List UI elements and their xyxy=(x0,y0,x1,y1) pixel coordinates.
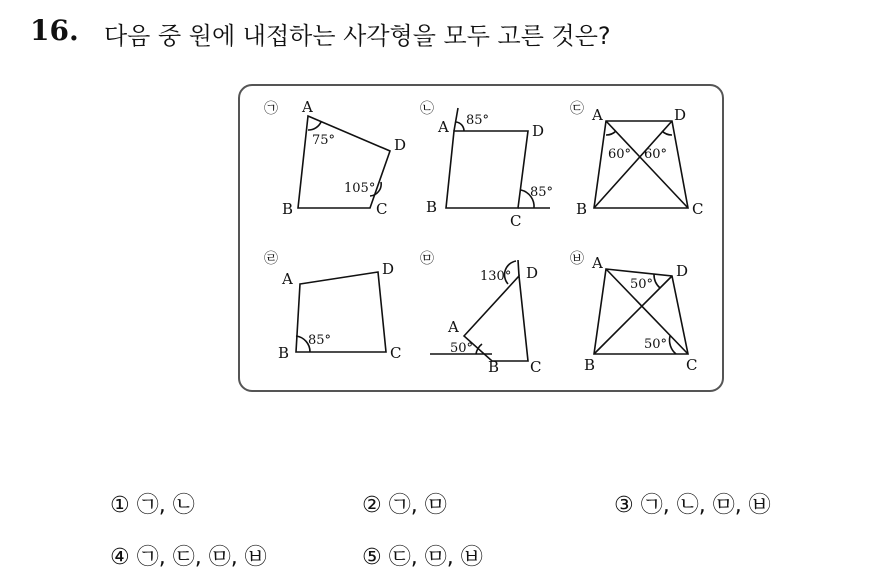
f5-angle-B: 50° xyxy=(450,341,474,356)
f1-label-C: C xyxy=(376,200,388,218)
f3-angle-2: 60° xyxy=(644,147,668,162)
figure-box xyxy=(238,84,724,392)
f4-label-B: B xyxy=(278,344,290,362)
f5-marker: ㉤ xyxy=(420,251,434,267)
f4-label-A: A xyxy=(282,270,293,288)
option-4[interactable]: ④ ㉠, ㉢, ㉤, ㉥ xyxy=(110,545,267,570)
option-5[interactable]: ⑤ ㉢, ㉤, ㉥ xyxy=(362,545,483,570)
f2-label-B: B xyxy=(426,198,438,216)
f3-label-A: A xyxy=(592,106,603,124)
f4-angle-B: 85° xyxy=(308,333,332,348)
f6-angle-1: 50° xyxy=(630,277,654,292)
option-1[interactable]: ① ㉠, ㉡ xyxy=(110,493,195,518)
option-2[interactable]: ② ㉠, ㉤ xyxy=(362,493,447,518)
f1-label-D: D xyxy=(394,136,407,154)
quad-5 xyxy=(464,276,528,361)
f6-label-B: B xyxy=(584,356,596,374)
question-text: 다음 중 원에 내접하는 사각형을 모두 고른 것은? xyxy=(104,22,611,50)
f3-label-C: C xyxy=(692,200,704,218)
f5-label-D: D xyxy=(526,264,539,282)
f6-label-C: C xyxy=(686,356,698,374)
f2-label-A: A xyxy=(438,118,449,136)
quadrilateral-figures xyxy=(240,86,726,394)
f5-label-A: A xyxy=(448,318,459,336)
f4-label-D: D xyxy=(382,260,395,278)
f3-label-D: D xyxy=(674,106,687,124)
f5-label-C: C xyxy=(530,358,542,376)
f1-marker: ㉠ xyxy=(264,101,278,117)
option-3[interactable]: ③ ㉠, ㉡, ㉤, ㉥ xyxy=(614,493,771,518)
f4-label-C: C xyxy=(390,344,402,362)
f3-angle-1: 60° xyxy=(608,147,632,162)
f1-angle-A: 75° xyxy=(312,133,336,148)
f2-angle-A: 85° xyxy=(466,113,490,128)
f6-label-A: A xyxy=(592,254,603,272)
f6-marker: ㉥ xyxy=(570,251,584,267)
f5-label-B: B xyxy=(488,358,500,376)
f2-label-D: D xyxy=(532,122,545,140)
f3-marker: ㉢ xyxy=(570,101,584,117)
f2-marker: ㉡ xyxy=(420,101,434,117)
quad-2 xyxy=(446,131,528,208)
question-number: 16. xyxy=(30,14,79,47)
f2-angle-C: 85° xyxy=(530,185,554,200)
f2-label-C: C xyxy=(510,212,522,230)
f4-marker: ㉣ xyxy=(264,251,278,267)
f3-label-B: B xyxy=(576,200,588,218)
f6-angle-2: 50° xyxy=(644,337,668,352)
f1-angle-C: 105° xyxy=(344,181,376,196)
f1-label-A: A xyxy=(302,98,313,116)
f5-angle-D: 130° xyxy=(480,269,512,284)
f1-label-B: B xyxy=(282,200,294,218)
quad-3 xyxy=(594,121,688,208)
f6-label-D: D xyxy=(676,262,689,280)
